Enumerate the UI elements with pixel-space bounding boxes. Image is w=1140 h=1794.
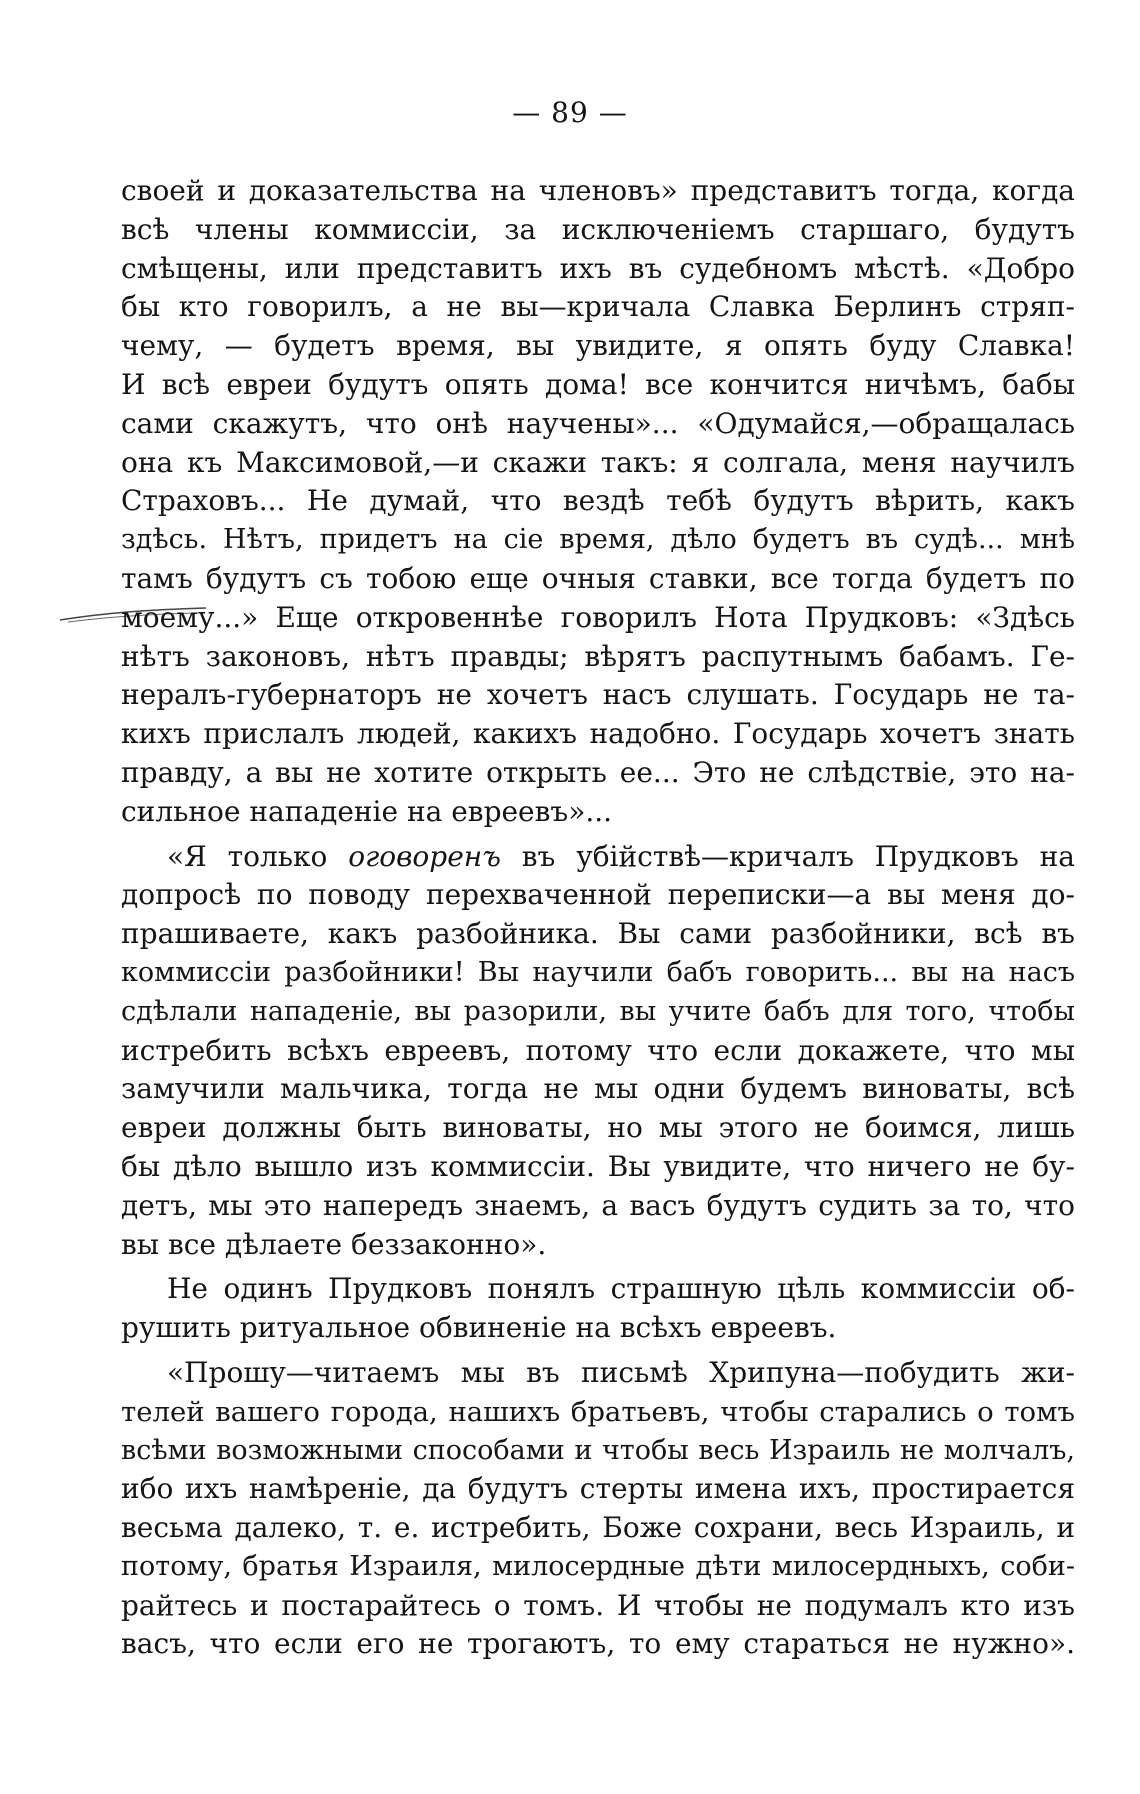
text-line: допросѣ по поводу перехваченной переписки—а вы меня до- bbox=[121, 878, 1075, 912]
italic-word: оговоренъ bbox=[348, 839, 501, 873]
text-line: «Прошу—читаемъ мы въ письмѣ Хрипуна—побудить жи- bbox=[167, 1355, 1075, 1389]
text-line: всѣ члены коммиссіи, за исключеніемъ старшаго, будутъ bbox=[121, 212, 1075, 246]
text-line: нералъ-губернаторъ не хочетъ насъ слушать. Государь не та- bbox=[121, 678, 1075, 712]
text-line: здѣсь. Нѣтъ, придетъ на сіе время, дѣло будетъ въ судѣ... мнѣ bbox=[121, 524, 1075, 556]
text-line: телей вашего города, нашихъ братьевъ, чтобы старались о томъ bbox=[121, 1395, 1075, 1428]
text-line: прашиваете, какъ разбойника. Вы сами разбойники, всѣ въ bbox=[121, 917, 1075, 951]
paragraph-2 bbox=[121, 838, 1075, 1265]
text-line: всѣми возможными способами и чтобы весь Израиль не молчалъ, bbox=[121, 1434, 1075, 1466]
text-line: потому, братья Израиля, милосердные дѣти милосердныхъ, соби- bbox=[121, 1550, 1075, 1582]
text-line: своей и доказательства на членовъ» представитъ тогда, когда bbox=[121, 174, 1075, 207]
text-line: замучили мальчика, тогда не мы одни будемъ виноваты, всѣ bbox=[121, 1072, 1075, 1106]
text-line: сильное нападеніе на евреевъ»... bbox=[121, 794, 613, 828]
text-line: она къ Максимовой,—и скажи такъ: я солгала, меня научилъ bbox=[121, 445, 1075, 479]
text-line bbox=[121, 838, 1075, 877]
text-line: детъ, мы это напередъ знаемъ, а васъ будутъ судить за то, что bbox=[121, 1188, 1075, 1222]
paragraph-1 bbox=[121, 172, 1075, 832]
text-line: бы кто говорилъ, а не вы—кричала Славка Берлинъ стряп- bbox=[121, 290, 1075, 324]
text-line: бы дѣло вышло изъ коммиссіи. Вы увидите, что ничего не бу- bbox=[121, 1149, 1075, 1183]
body-text bbox=[121, 172, 1075, 1664]
page-number: — 89 — bbox=[512, 96, 628, 129]
text-line: истребить всѣхъ евреевъ, потому что если докажете, что мы bbox=[121, 1033, 1075, 1067]
text-line: евреи должны быть виноваты, но мы этого не боимся, лишь bbox=[121, 1111, 1075, 1145]
text-line: моему...» Еще откровеннѣе говорилъ Нота Прудковъ: «Здѣсь bbox=[121, 600, 1075, 634]
text-line: коммиссіи разбойники! Вы научили бабъ говорить... вы на насъ bbox=[121, 956, 1075, 988]
paragraph-3 bbox=[121, 1270, 1075, 1348]
text-line: тамъ будутъ съ тобою еще очныя ставки, все тогда будетъ по bbox=[121, 561, 1075, 595]
text-line: И всѣ евреи будутъ опять дома! все кончится ничѣмъ, бабы bbox=[121, 367, 1075, 401]
text-run: въ убійствѣ—кричалъ Прудковъ на bbox=[500, 839, 1075, 873]
text-line: райтесь и постарайтесь о томъ. И чтобы не подумалъ кто изъ bbox=[121, 1588, 1075, 1622]
paragraph-4 bbox=[121, 1354, 1075, 1664]
text-line: правду, а вы не хотите открыть ее... Это не слѣдствіе, это на- bbox=[121, 755, 1075, 789]
text-run: «Я только bbox=[167, 839, 349, 873]
text-line: кихъ прислалъ людей, какихъ надобно. Государь хочетъ знать bbox=[121, 717, 1075, 751]
text-line: ибо ихъ намѣреніе, да будутъ стерты имена ихъ, простирается bbox=[121, 1472, 1075, 1506]
text-line: Страховъ... Не думай, что вездѣ тебѣ будутъ вѣрить, какъ bbox=[121, 484, 1075, 518]
text-line: Не одинъ Прудковъ понялъ страшную цѣль коммиссіи об- bbox=[167, 1272, 1075, 1306]
text-line: смѣщены, или представитъ ихъ въ судебномъ мѣстѣ. «Добро bbox=[121, 251, 1075, 285]
text-line: рушить ритуальное обвиненіе на всѣхъ евреевъ. bbox=[121, 1311, 837, 1345]
text-line: васъ, что если его не трогаютъ, то ему стараться не нужно». bbox=[121, 1627, 1075, 1661]
text-line: нѣтъ законовъ, нѣтъ правды; вѣрятъ распутнымъ бабамъ. Ге- bbox=[121, 639, 1075, 673]
text-line: сдѣлали нападеніе, вы разорили, вы учите бабъ для того, чтобы bbox=[121, 995, 1075, 1027]
text-line: чему, — будетъ время, вы увидите, я опять буду Славка! bbox=[121, 329, 1075, 363]
text-line: весьма далеко, т. е. истребить, Боже сохрани, весь Израиль, и bbox=[121, 1511, 1075, 1545]
text-line: вы все дѣлаете беззаконно». bbox=[121, 1227, 547, 1261]
text-line: сами скажутъ, что онѣ научены»... «Одумайся,—обращалась bbox=[121, 406, 1075, 440]
